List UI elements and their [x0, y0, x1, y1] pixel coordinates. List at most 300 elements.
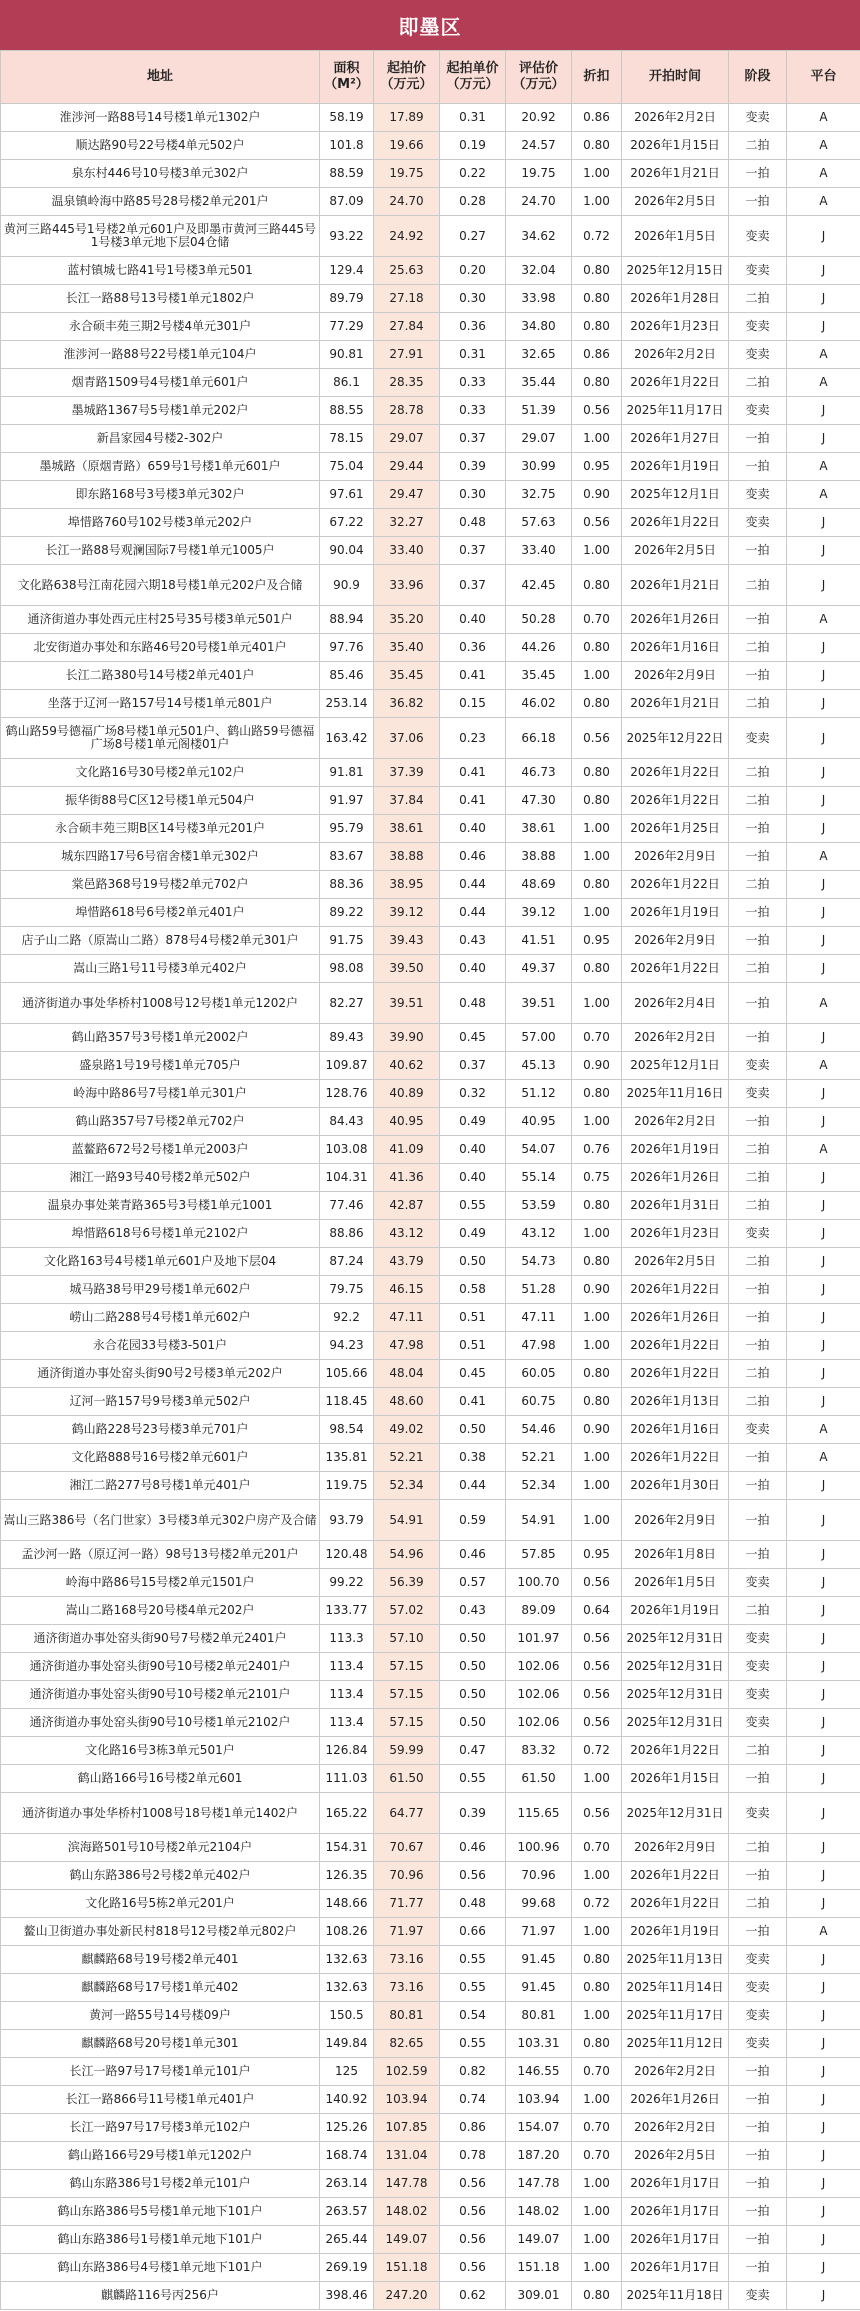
cell-stage: 一拍 [729, 2142, 787, 2170]
cell-start-time: 2026年2月2日 [622, 1024, 729, 1052]
cell-unit-price: 0.28 [440, 188, 506, 216]
cell-address: 通济街道办事处华桥村1008号12号楼1单元1202户 [1, 983, 320, 1024]
cell-eval-price: 35.44 [506, 369, 572, 397]
cell-eval-price: 99.68 [506, 1890, 572, 1918]
header-platform: 平台 [787, 51, 860, 104]
cell-area: 99.22 [320, 1569, 374, 1597]
table-row [1, 1653, 860, 1681]
cell-address: 通济街道办事处窑头街90号10号楼2单元2401户 [1, 1653, 320, 1681]
table-row [1, 1472, 860, 1500]
cell-area: 263.57 [320, 2198, 374, 2226]
cell-eval-price: 148.02 [506, 2198, 572, 2226]
cell-discount: 0.72 [572, 1737, 622, 1765]
cell-discount: 1.00 [572, 1765, 622, 1793]
cell-area: 125.26 [320, 2114, 374, 2142]
cell-platform: J [787, 257, 860, 285]
table-row [1, 509, 860, 537]
cell-start-price: 40.62 [374, 1052, 440, 1080]
cell-eval-price: 309.01 [506, 2282, 572, 2310]
cell-discount: 0.70 [572, 2142, 622, 2170]
cell-eval-price: 35.45 [506, 662, 572, 690]
cell-area: 85.46 [320, 662, 374, 690]
cell-start-time: 2026年2月9日 [622, 1500, 729, 1541]
table-row [1, 815, 860, 843]
table-row [1, 565, 860, 606]
cell-eval-price: 71.97 [506, 1918, 572, 1946]
cell-unit-price: 0.86 [440, 2114, 506, 2142]
cell-eval-price: 91.45 [506, 1974, 572, 2002]
cell-discount: 0.80 [572, 313, 622, 341]
cell-stage: 二拍 [729, 565, 787, 606]
cell-address: 长江一路97号17号楼1单元101户 [1, 2058, 320, 2086]
cell-stage: 二拍 [729, 759, 787, 787]
table-row [1, 1737, 860, 1765]
cell-start-time: 2025年11月14日 [622, 1974, 729, 2002]
cell-start-time: 2026年2月2日 [622, 1108, 729, 1136]
cell-area: 89.43 [320, 1024, 374, 1052]
cell-stage: 一拍 [729, 2058, 787, 2086]
cell-address: 鹤山路59号德福广场8号楼1单元501户、鹤山路59号德福广场8号楼1单元阁楼01户 [1, 718, 320, 759]
table-row [1, 1974, 860, 2002]
table-row [1, 397, 860, 425]
cell-discount: 1.00 [572, 2170, 622, 2198]
cell-start-time: 2026年2月5日 [622, 2142, 729, 2170]
cell-unit-price: 0.82 [440, 2058, 506, 2086]
cell-unit-price: 0.56 [440, 1862, 506, 1890]
cell-address: 淮涉河一路88号14号楼1单元1302户 [1, 104, 320, 132]
cell-unit-price: 0.49 [440, 1220, 506, 1248]
cell-area: 87.09 [320, 188, 374, 216]
cell-discount: 0.56 [572, 1709, 622, 1737]
cell-address: 文化路16号5栋2单元201户 [1, 1890, 320, 1918]
table-row [1, 2282, 860, 2310]
cell-start-price: 71.77 [374, 1890, 440, 1918]
cell-area: 133.77 [320, 1597, 374, 1625]
cell-unit-price: 0.40 [440, 1136, 506, 1164]
cell-discount: 1.00 [572, 1220, 622, 1248]
cell-start-price: 37.84 [374, 787, 440, 815]
cell-address: 鹤山东路386号1号楼2单元101户 [1, 2170, 320, 2198]
cell-unit-price: 0.40 [440, 815, 506, 843]
cell-start-time: 2026年1月22日 [622, 1862, 729, 1890]
cell-stage: 一拍 [729, 2170, 787, 2198]
cell-address: 淮涉河一路88号22号楼1单元104户 [1, 341, 320, 369]
cell-eval-price: 19.75 [506, 160, 572, 188]
cell-address: 温泉镇岭海中路85号28号楼2单元201户 [1, 188, 320, 216]
cell-platform: A [787, 369, 860, 397]
cell-stage: 变卖 [729, 1080, 787, 1108]
cell-start-time: 2026年1月5日 [622, 1569, 729, 1597]
cell-platform: J [787, 1946, 860, 1974]
cell-start-price: 37.39 [374, 759, 440, 787]
cell-platform: J [787, 509, 860, 537]
cell-unit-price: 0.56 [440, 2254, 506, 2282]
cell-stage: 一拍 [729, 537, 787, 565]
cell-start-price: 29.44 [374, 453, 440, 481]
cell-start-time: 2026年2月9日 [622, 1834, 729, 1862]
cell-eval-price: 100.96 [506, 1834, 572, 1862]
cell-address: 蓝鳌路672号2号楼1单元2003户 [1, 1136, 320, 1164]
cell-platform: J [787, 425, 860, 453]
cell-stage: 二拍 [729, 1192, 787, 1220]
cell-unit-price: 0.46 [440, 1834, 506, 1862]
cell-area: 91.97 [320, 787, 374, 815]
header-eval-price-line1: 评估价 [518, 61, 558, 76]
cell-unit-price: 0.50 [440, 1709, 506, 1737]
cell-discount: 1.00 [572, 1304, 622, 1332]
cell-stage: 一拍 [729, 1108, 787, 1136]
cell-unit-price: 0.36 [440, 313, 506, 341]
cell-unit-price: 0.56 [440, 2170, 506, 2198]
cell-platform: J [787, 1304, 860, 1332]
table-row [1, 1569, 860, 1597]
cell-eval-price: 151.18 [506, 2254, 572, 2282]
cell-stage: 变卖 [729, 257, 787, 285]
cell-platform: J [787, 1332, 860, 1360]
cell-platform: J [787, 1220, 860, 1248]
cell-platform: J [787, 1681, 860, 1709]
cell-stage: 一拍 [729, 927, 787, 955]
cell-discount: 1.00 [572, 1862, 622, 1890]
cell-discount: 0.80 [572, 2282, 622, 2310]
cell-unit-price: 0.78 [440, 2142, 506, 2170]
cell-stage: 二拍 [729, 369, 787, 397]
cell-start-price: 70.96 [374, 1862, 440, 1890]
cell-discount: 0.95 [572, 927, 622, 955]
table-row [1, 369, 860, 397]
cell-start-price: 38.61 [374, 815, 440, 843]
cell-start-time: 2025年11月17日 [622, 2002, 729, 2030]
cell-eval-price: 54.73 [506, 1248, 572, 1276]
cell-stage: 变卖 [729, 341, 787, 369]
cell-area: 165.22 [320, 1793, 374, 1834]
cell-stage: 变卖 [729, 104, 787, 132]
cell-start-time: 2025年12月31日 [622, 1709, 729, 1737]
cell-start-price: 52.34 [374, 1472, 440, 1500]
table-row [1, 606, 860, 634]
cell-discount: 1.00 [572, 1500, 622, 1541]
cell-address: 鹤山路228号23号楼3单元701户 [1, 1416, 320, 1444]
cell-platform: A [787, 341, 860, 369]
cell-unit-price: 0.27 [440, 216, 506, 257]
cell-area: 90.81 [320, 341, 374, 369]
header-start-price-line1: 起拍价 [386, 61, 426, 76]
cell-discount: 0.56 [572, 397, 622, 425]
table-row [1, 1834, 860, 1862]
cell-start-time: 2026年1月22日 [622, 955, 729, 983]
cell-discount: 1.00 [572, 1444, 622, 1472]
cell-address: 店子山二路（原嵩山二路）878号4号楼2单元301户 [1, 927, 320, 955]
cell-stage: 一拍 [729, 1304, 787, 1332]
cell-discount: 0.80 [572, 1080, 622, 1108]
auction-table [0, 50, 860, 2310]
cell-address: 长江一路866号11号楼1单元401户 [1, 2086, 320, 2114]
cell-platform: A [787, 1416, 860, 1444]
cell-address: 黄河三路445号1号楼2单元601户及即墨市黄河三路445号1号楼3单元地下层04仓储 [1, 216, 320, 257]
cell-unit-price: 0.40 [440, 606, 506, 634]
cell-start-time: 2026年2月5日 [622, 1248, 729, 1276]
cell-stage: 变卖 [729, 313, 787, 341]
table-row [1, 1304, 860, 1332]
cell-address: 岭海中路86号7号楼1单元301户 [1, 1080, 320, 1108]
cell-eval-price: 24.70 [506, 188, 572, 216]
cell-unit-price: 0.50 [440, 1248, 506, 1276]
cell-area: 132.63 [320, 1974, 374, 2002]
cell-unit-price: 0.56 [440, 2198, 506, 2226]
cell-area: 113.3 [320, 1625, 374, 1653]
cell-platform: J [787, 899, 860, 927]
cell-stage: 变卖 [729, 1625, 787, 1653]
cell-address: 文化路16号3栋3单元501户 [1, 1737, 320, 1765]
cell-start-price: 103.94 [374, 2086, 440, 2114]
cell-area: 398.46 [320, 2282, 374, 2310]
cell-start-price: 19.66 [374, 132, 440, 160]
table-row [1, 188, 860, 216]
cell-eval-price: 34.80 [506, 313, 572, 341]
cell-start-price: 39.12 [374, 899, 440, 927]
table-row [1, 1890, 860, 1918]
cell-start-time: 2026年1月23日 [622, 313, 729, 341]
cell-eval-price: 48.69 [506, 871, 572, 899]
cell-stage: 一拍 [729, 453, 787, 481]
cell-area: 93.22 [320, 216, 374, 257]
cell-eval-price: 102.06 [506, 1653, 572, 1681]
cell-address: 长江一路88号13号楼1单元1802户 [1, 285, 320, 313]
cell-eval-price: 47.30 [506, 787, 572, 815]
cell-stage: 二拍 [729, 1164, 787, 1192]
cell-start-price: 35.20 [374, 606, 440, 634]
cell-discount: 1.00 [572, 2226, 622, 2254]
cell-address: 长江一路97号17号楼3单元102户 [1, 2114, 320, 2142]
cell-address: 即东路168号3号楼3单元302户 [1, 481, 320, 509]
cell-start-time: 2026年1月22日 [622, 509, 729, 537]
table-row [1, 1444, 860, 1472]
cell-start-price: 59.99 [374, 1737, 440, 1765]
table-row [1, 1918, 860, 1946]
cell-unit-price: 0.40 [440, 955, 506, 983]
cell-platform: J [787, 815, 860, 843]
cell-start-time: 2026年1月19日 [622, 453, 729, 481]
cell-start-price: 43.12 [374, 1220, 440, 1248]
cell-discount: 0.80 [572, 369, 622, 397]
cell-eval-price: 52.21 [506, 1444, 572, 1472]
cell-eval-price: 101.97 [506, 1625, 572, 1653]
cell-platform: J [787, 927, 860, 955]
cell-area: 140.92 [320, 2086, 374, 2114]
cell-address: 嵩山三路1号11号楼3单元402户 [1, 955, 320, 983]
cell-area: 82.27 [320, 983, 374, 1024]
cell-unit-price: 0.62 [440, 2282, 506, 2310]
cell-discount: 0.86 [572, 104, 622, 132]
cell-start-time: 2026年1月25日 [622, 815, 729, 843]
header-unit-price-line1: 起拍单价 [446, 61, 499, 76]
table-row [1, 1625, 860, 1653]
cell-start-time: 2026年2月9日 [622, 843, 729, 871]
cell-eval-price: 42.45 [506, 565, 572, 606]
cell-stage: 一拍 [729, 662, 787, 690]
cell-eval-price: 38.88 [506, 843, 572, 871]
header-eval-price-line2: （万元） [512, 77, 565, 92]
cell-eval-price: 147.78 [506, 2170, 572, 2198]
cell-unit-price: 0.55 [440, 1974, 506, 2002]
cell-address: 通济街道办事处窑头街90号10号楼1单元2102户 [1, 1709, 320, 1737]
cell-stage: 变卖 [729, 1793, 787, 1834]
cell-stage: 一拍 [729, 1500, 787, 1541]
cell-stage: 二拍 [729, 1597, 787, 1625]
cell-platform: J [787, 1248, 860, 1276]
cell-area: 88.86 [320, 1220, 374, 1248]
cell-start-price: 52.21 [374, 1444, 440, 1472]
cell-area: 163.42 [320, 718, 374, 759]
cell-start-time: 2025年11月13日 [622, 1946, 729, 1974]
cell-area: 88.36 [320, 871, 374, 899]
cell-start-price: 102.59 [374, 2058, 440, 2086]
cell-discount: 0.90 [572, 1276, 622, 1304]
cell-platform: A [787, 1444, 860, 1472]
cell-eval-price: 51.12 [506, 1080, 572, 1108]
cell-area: 148.66 [320, 1890, 374, 1918]
cell-area: 94.23 [320, 1332, 374, 1360]
cell-start-price: 57.02 [374, 1597, 440, 1625]
table-row [1, 1164, 860, 1192]
cell-discount: 0.80 [572, 759, 622, 787]
cell-start-time: 2026年1月16日 [622, 1416, 729, 1444]
cell-start-price: 64.77 [374, 1793, 440, 1834]
cell-area: 91.75 [320, 927, 374, 955]
cell-unit-price: 0.58 [440, 1276, 506, 1304]
cell-start-time: 2026年2月2日 [622, 341, 729, 369]
cell-address: 嵩山三路386号（名门世家）3号楼3单元302户房产及合储 [1, 1500, 320, 1541]
cell-unit-price: 0.46 [440, 843, 506, 871]
cell-unit-price: 0.41 [440, 759, 506, 787]
cell-start-price: 40.95 [374, 1108, 440, 1136]
cell-unit-price: 0.51 [440, 1304, 506, 1332]
cell-unit-price: 0.20 [440, 257, 506, 285]
cell-eval-price: 39.12 [506, 899, 572, 927]
cell-start-time: 2026年1月22日 [622, 1890, 729, 1918]
cell-area: 97.61 [320, 481, 374, 509]
cell-platform: J [787, 759, 860, 787]
cell-address: 黄河一路55号14号楼09户 [1, 2002, 320, 2030]
cell-discount: 0.70 [572, 2058, 622, 2086]
cell-start-time: 2026年1月26日 [622, 1304, 729, 1332]
cell-start-time: 2025年12月1日 [622, 1052, 729, 1080]
cell-stage: 二拍 [729, 285, 787, 313]
table-row [1, 2142, 860, 2170]
cell-start-time: 2025年11月17日 [622, 397, 729, 425]
cell-start-time: 2026年1月21日 [622, 160, 729, 188]
cell-unit-price: 0.39 [440, 453, 506, 481]
cell-discount: 1.00 [572, 662, 622, 690]
cell-address: 鹤山路357号7号楼2单元702户 [1, 1108, 320, 1136]
cell-address: 埠惜路760号102号楼3单元202户 [1, 509, 320, 537]
cell-unit-price: 0.37 [440, 425, 506, 453]
cell-discount: 1.00 [572, 1108, 622, 1136]
cell-platform: J [787, 1834, 860, 1862]
cell-platform: J [787, 1192, 860, 1220]
cell-unit-price: 0.37 [440, 537, 506, 565]
cell-platform: J [787, 1360, 860, 1388]
cell-area: 128.76 [320, 1080, 374, 1108]
cell-eval-price: 102.06 [506, 1681, 572, 1709]
cell-start-price: 35.40 [374, 634, 440, 662]
cell-platform: A [787, 132, 860, 160]
cell-address: 鹤山路166号16号楼2单元601 [1, 1765, 320, 1793]
cell-stage: 一拍 [729, 899, 787, 927]
cell-start-price: 49.02 [374, 1416, 440, 1444]
cell-start-time: 2026年1月22日 [622, 369, 729, 397]
cell-start-price: 56.39 [374, 1569, 440, 1597]
cell-stage: 一拍 [729, 1444, 787, 1472]
cell-start-time: 2026年1月22日 [622, 1737, 729, 1765]
cell-start-price: 39.51 [374, 983, 440, 1024]
cell-platform: A [787, 1136, 860, 1164]
cell-area: 95.79 [320, 815, 374, 843]
cell-eval-price: 20.92 [506, 104, 572, 132]
cell-area: 103.08 [320, 1136, 374, 1164]
cell-platform: J [787, 1276, 860, 1304]
header-unit-price [440, 51, 506, 104]
table-row [1, 2114, 860, 2142]
cell-unit-price: 0.56 [440, 2226, 506, 2254]
cell-address: 长江一路88号观澜国际7号楼1单元1005户 [1, 537, 320, 565]
cell-discount: 1.00 [572, 899, 622, 927]
table-row [1, 787, 860, 815]
cell-eval-price: 46.73 [506, 759, 572, 787]
cell-stage: 二拍 [729, 1136, 787, 1164]
cell-discount: 1.00 [572, 2254, 622, 2282]
cell-stage: 一拍 [729, 2086, 787, 2114]
cell-eval-price: 54.91 [506, 1500, 572, 1541]
cell-start-time: 2026年1月22日 [622, 871, 729, 899]
cell-address: 麒麟路68号17号楼1单元402 [1, 1974, 320, 2002]
cell-stage: 一拍 [729, 1332, 787, 1360]
cell-area: 111.03 [320, 1765, 374, 1793]
table-row [1, 216, 860, 257]
cell-area: 104.31 [320, 1164, 374, 1192]
cell-address: 鹤山东路386号1号楼1单元地下101户 [1, 2226, 320, 2254]
cell-discount: 1.00 [572, 843, 622, 871]
table-row [1, 983, 860, 1024]
cell-address: 泉东村446号10号楼3单元302户 [1, 160, 320, 188]
table-row [1, 2086, 860, 2114]
cell-start-price: 28.78 [374, 397, 440, 425]
cell-stage: 变卖 [729, 2282, 787, 2310]
cell-stage: 一拍 [729, 1541, 787, 1569]
cell-discount: 0.75 [572, 1164, 622, 1192]
cell-unit-price: 0.41 [440, 662, 506, 690]
cell-area: 101.8 [320, 132, 374, 160]
cell-unit-price: 0.45 [440, 1360, 506, 1388]
cell-eval-price: 51.39 [506, 397, 572, 425]
cell-platform: J [787, 216, 860, 257]
cell-start-time: 2026年1月22日 [622, 759, 729, 787]
table-row [1, 1500, 860, 1541]
cell-start-price: 107.85 [374, 2114, 440, 2142]
cell-start-time: 2026年1月17日 [622, 2170, 729, 2198]
cell-area: 79.75 [320, 1276, 374, 1304]
table-row [1, 1541, 860, 1569]
cell-address: 盛泉路1号19号楼1单元705户 [1, 1052, 320, 1080]
cell-platform: A [787, 606, 860, 634]
cell-area: 149.84 [320, 2030, 374, 2058]
cell-discount: 1.00 [572, 425, 622, 453]
cell-unit-price: 0.41 [440, 1388, 506, 1416]
cell-eval-price: 146.55 [506, 2058, 572, 2086]
cell-stage: 一拍 [729, 1024, 787, 1052]
cell-eval-price: 115.65 [506, 1793, 572, 1834]
table-row [1, 1388, 860, 1416]
